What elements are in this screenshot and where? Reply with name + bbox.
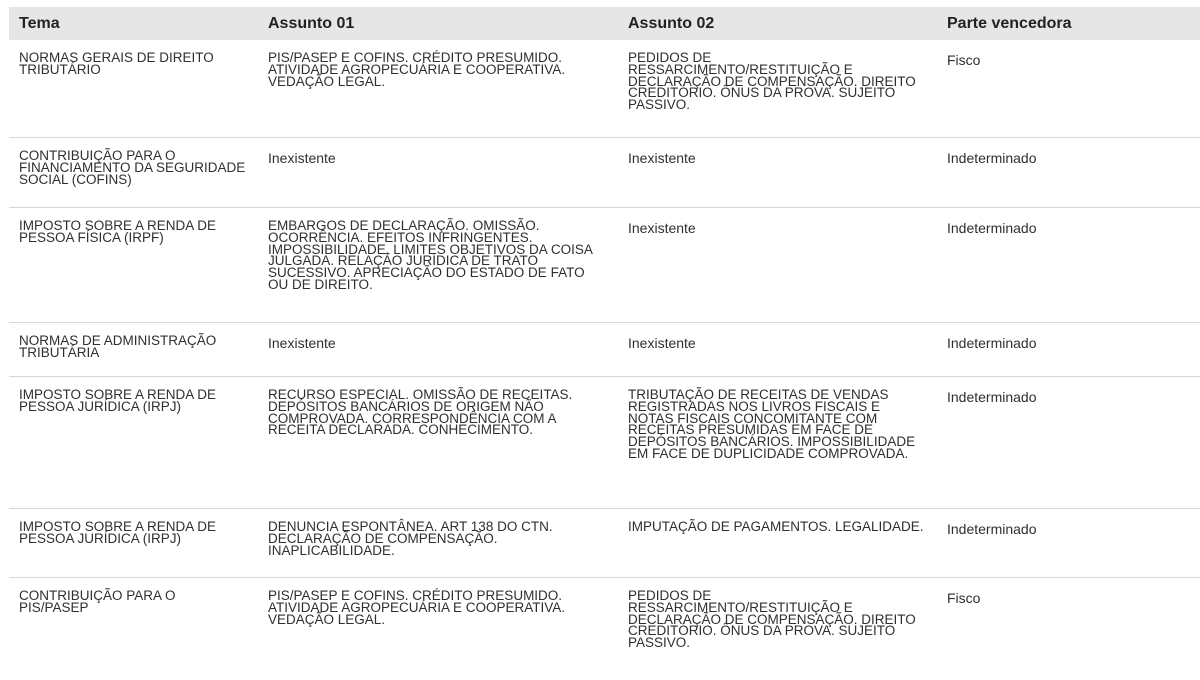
table-row: [9, 323, 1200, 377]
cell-assunto-02: PEDIDOS DE RESSARCIMENTO/RESTITUIÇÃO E DECLARAÇÃO DE COMPENSAÇÃO. DIREITO CREDITÓRIO. ÔNUS DA PROVA. SUJEITO PASSIVO.: [618, 578, 937, 680]
cell-assunto-01: DENUNCIA ESPONTÂNEA. ART 138 DO CTN. DECLARAÇÃO DE COMPENSAÇÃO. INAPLICABILIDADE.: [258, 509, 618, 578]
cell-tema: NORMAS GERAIS DE DIREITO TRIBUTÁRIO: [9, 40, 258, 138]
cell-assunto-02: Inexistente: [618, 138, 937, 208]
cell-assunto-02: IMPUTAÇÃO DE PAGAMENTOS. LEGALIDADE.: [618, 509, 937, 578]
header-tema: Tema: [9, 7, 258, 40]
table-body: [9, 40, 1200, 680]
cell-assunto-02: Inexistente: [618, 323, 937, 377]
cell-assunto-02: PEDIDOS DE RESSARCIMENTO/RESTITUIÇÃO E DECLARAÇÃO DE COMPENSAÇÃO. DIREITO CREDITÓRIO. ÔNUS DA PROVA. SUJEITO PASSIVO.: [618, 40, 937, 138]
table-row: [9, 40, 1200, 138]
header-parte-vencedora: Parte vencedora: [937, 7, 1200, 40]
header-assunto-01: Assunto 01: [258, 7, 618, 40]
cell-assunto-01: PIS/PASEP E COFINS. CRÉDITO PRESUMIDO. ATIVIDADE AGROPECUÁRIA E COOPERATIVA. VEDAÇÃO LEGAL.: [258, 40, 618, 138]
cell-assunto-01: RECURSO ESPECIAL. OMISSÃO DE RECEITAS. DEPÓSITOS BANCÁRIOS DE ORIGEM NÃO COMPROVADA. CORRESPONDÊNCIA COM A RECEITA DECLARADA. CONHECIMENTO.: [258, 377, 618, 509]
cell-assunto-01: PIS/PASEP E COFINS. CRÉDITO PRESUMIDO. ATIVIDADE AGROPECUÁRIA E COOPERATIVA. VEDAÇÃO LEGAL.: [258, 578, 618, 680]
cell-parte-vencedora: Fisco: [937, 40, 1200, 138]
table-row: [9, 578, 1200, 680]
cell-tema: IMPOSTO SOBRE A RENDA DE PESSOA JURÍDICA (IRPJ): [9, 509, 258, 578]
cell-parte-vencedora: Fisco: [937, 578, 1200, 680]
cell-assunto-02: Inexistente: [618, 208, 937, 323]
cell-assunto-01: EMBARGOS DE DECLARAÇÃO. OMISSÃO. OCORRÊNCIA. EFEITOS INFRINGENTES. IMPOSSIBILIDADE. LIMITES OBJETIVOS DA COISA JULGADA. RELAÇÃO JURÍDICA DE TRATO SUCESSIVO. APRECIAÇÃO DO ESTADO DE FATO OU DE DIREITO.: [258, 208, 618, 323]
cell-tema: IMPOSTO SOBRE A RENDA DE PESSOA FÍSICA (IRPF): [9, 208, 258, 323]
cell-tema: CONTRIBUIÇÃO PARA O FINANCIAMENTO DA SEGURIDADE SOCIAL (COFINS): [9, 138, 258, 208]
results-table-container: [9, 7, 1200, 680]
cell-tema: CONTRIBUIÇÃO PARA O PIS/PASEP: [9, 578, 258, 680]
cell-assunto-01: Inexistente: [258, 323, 618, 377]
table-row: [9, 208, 1200, 323]
cell-tema: IMPOSTO SOBRE A RENDA DE PESSOA JURÍDICA (IRPJ): [9, 377, 258, 509]
cell-parte-vencedora: Indeterminado: [937, 509, 1200, 578]
cell-tema: NORMAS DE ADMINISTRAÇÃO TRIBUTÁRIA: [9, 323, 258, 377]
table-row: [9, 138, 1200, 208]
cell-parte-vencedora: Indeterminado: [937, 377, 1200, 509]
header-assunto-02: Assunto 02: [618, 7, 937, 40]
cell-parte-vencedora: Indeterminado: [937, 323, 1200, 377]
table-row: [9, 509, 1200, 578]
table-row: [9, 377, 1200, 509]
cell-assunto-02: TRIBUTAÇÃO DE RECEITAS DE VENDAS REGISTRADAS NOS LIVROS FISCAIS E NOTAS FISCAIS CONCOMITANTE COM RECEITAS PRESUMIDAS EM FACE DE DEPÓSITOS BANCÁRIOS. IMPOSSIBILIDADE EM FACE DE DUPLICIDADE COMPROVADA.: [618, 377, 937, 509]
table-header: [9, 7, 1200, 40]
cell-parte-vencedora: Indeterminado: [937, 138, 1200, 208]
cell-assunto-01: Inexistente: [258, 138, 618, 208]
results-table: [9, 7, 1200, 680]
cell-parte-vencedora: Indeterminado: [937, 208, 1200, 323]
header-row: [9, 7, 1200, 40]
